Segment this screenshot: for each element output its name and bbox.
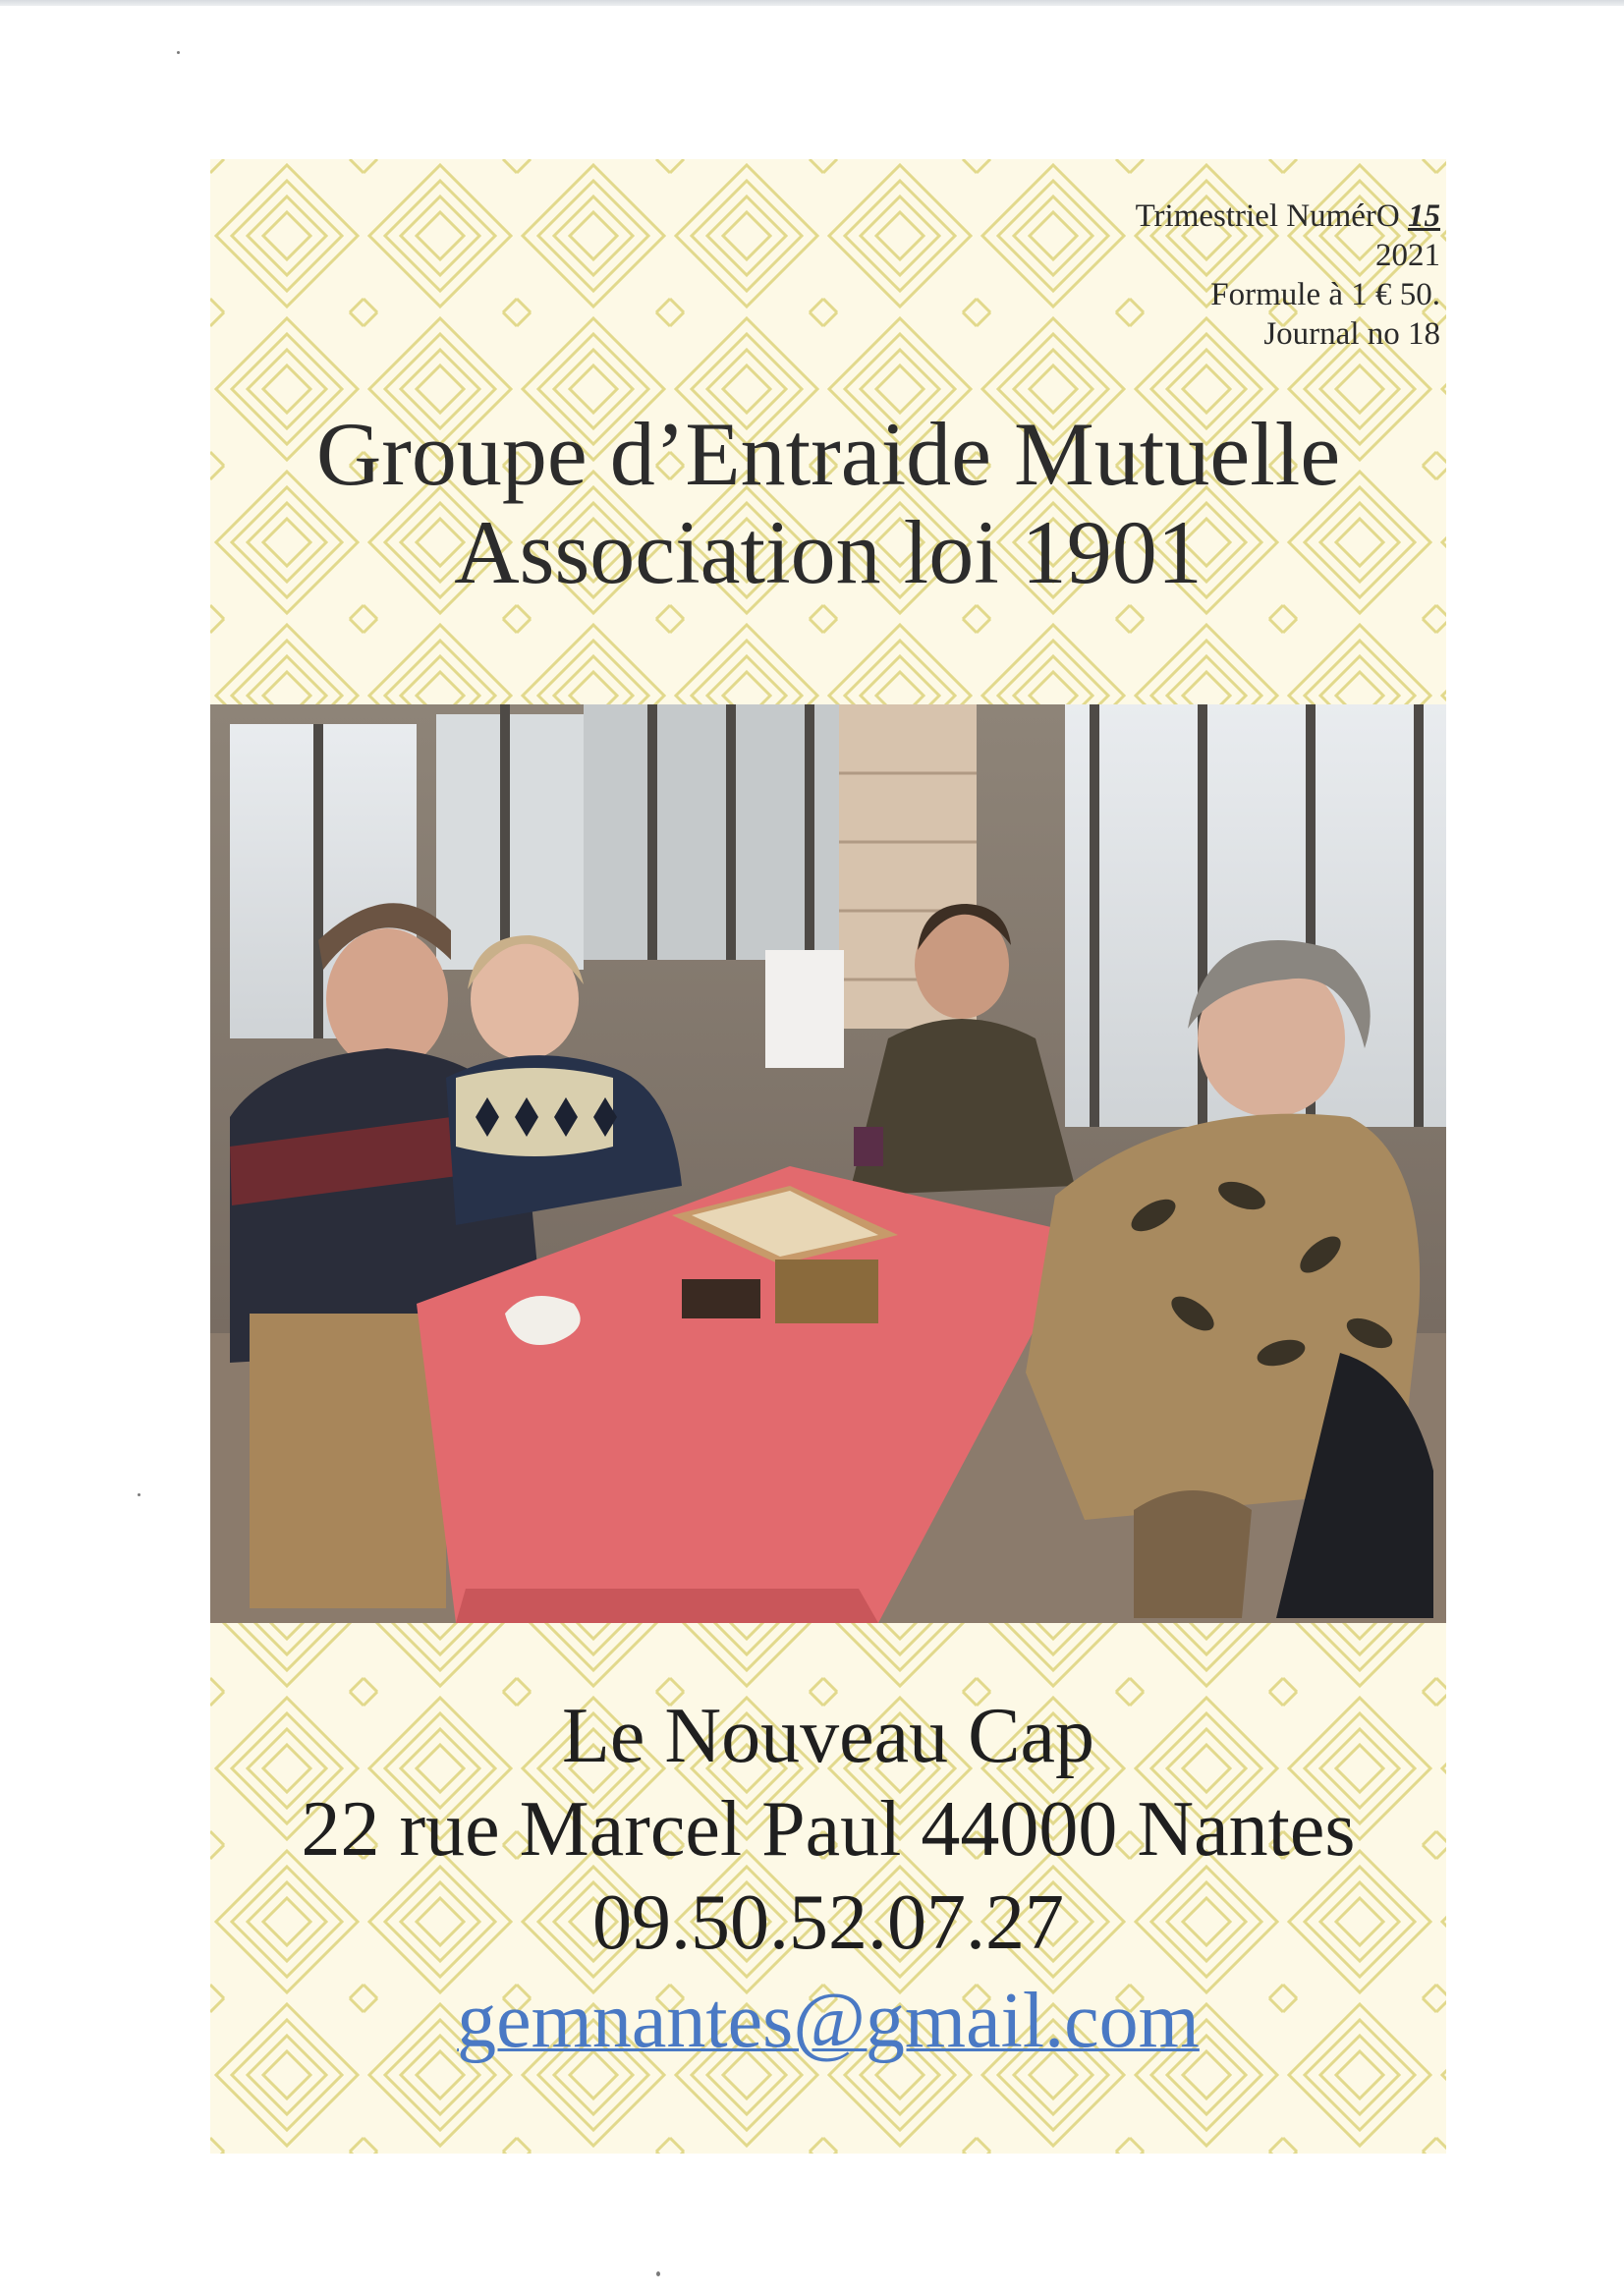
- issue-line-number: [1136, 196, 1440, 236]
- scan-speck: [656, 2271, 660, 2276]
- address: 22 rue Marcel Paul 44000 Nantes: [301, 1786, 1356, 1873]
- issue-year: 2021: [1375, 238, 1440, 273]
- email-link[interactable]: gemnantes@gmail.com: [457, 1978, 1200, 2064]
- issue-number: 15: [1408, 198, 1440, 234]
- issue-journal-number: Journal no 18: [1263, 316, 1440, 352]
- newsletter-cover: [210, 159, 1446, 2154]
- main-title: Groupe d’Entraide Mutuelle: [315, 404, 1341, 504]
- scan-speck: [177, 51, 180, 54]
- issue-price: Formule à 1 € 50.: [1210, 277, 1440, 312]
- subtitle: Association loi 1901: [454, 502, 1203, 602]
- scan-top-border: [0, 0, 1624, 6]
- issue-label: Trimestriel NumérO: [1135, 198, 1408, 234]
- phone-number: 09.50.52.07.27: [592, 1879, 1064, 1966]
- scan-speck: [138, 1493, 140, 1496]
- issue-info: [1136, 196, 1440, 354]
- group-photo: [210, 704, 1446, 1623]
- organization-name: Le Nouveau Cap: [561, 1693, 1095, 1779]
